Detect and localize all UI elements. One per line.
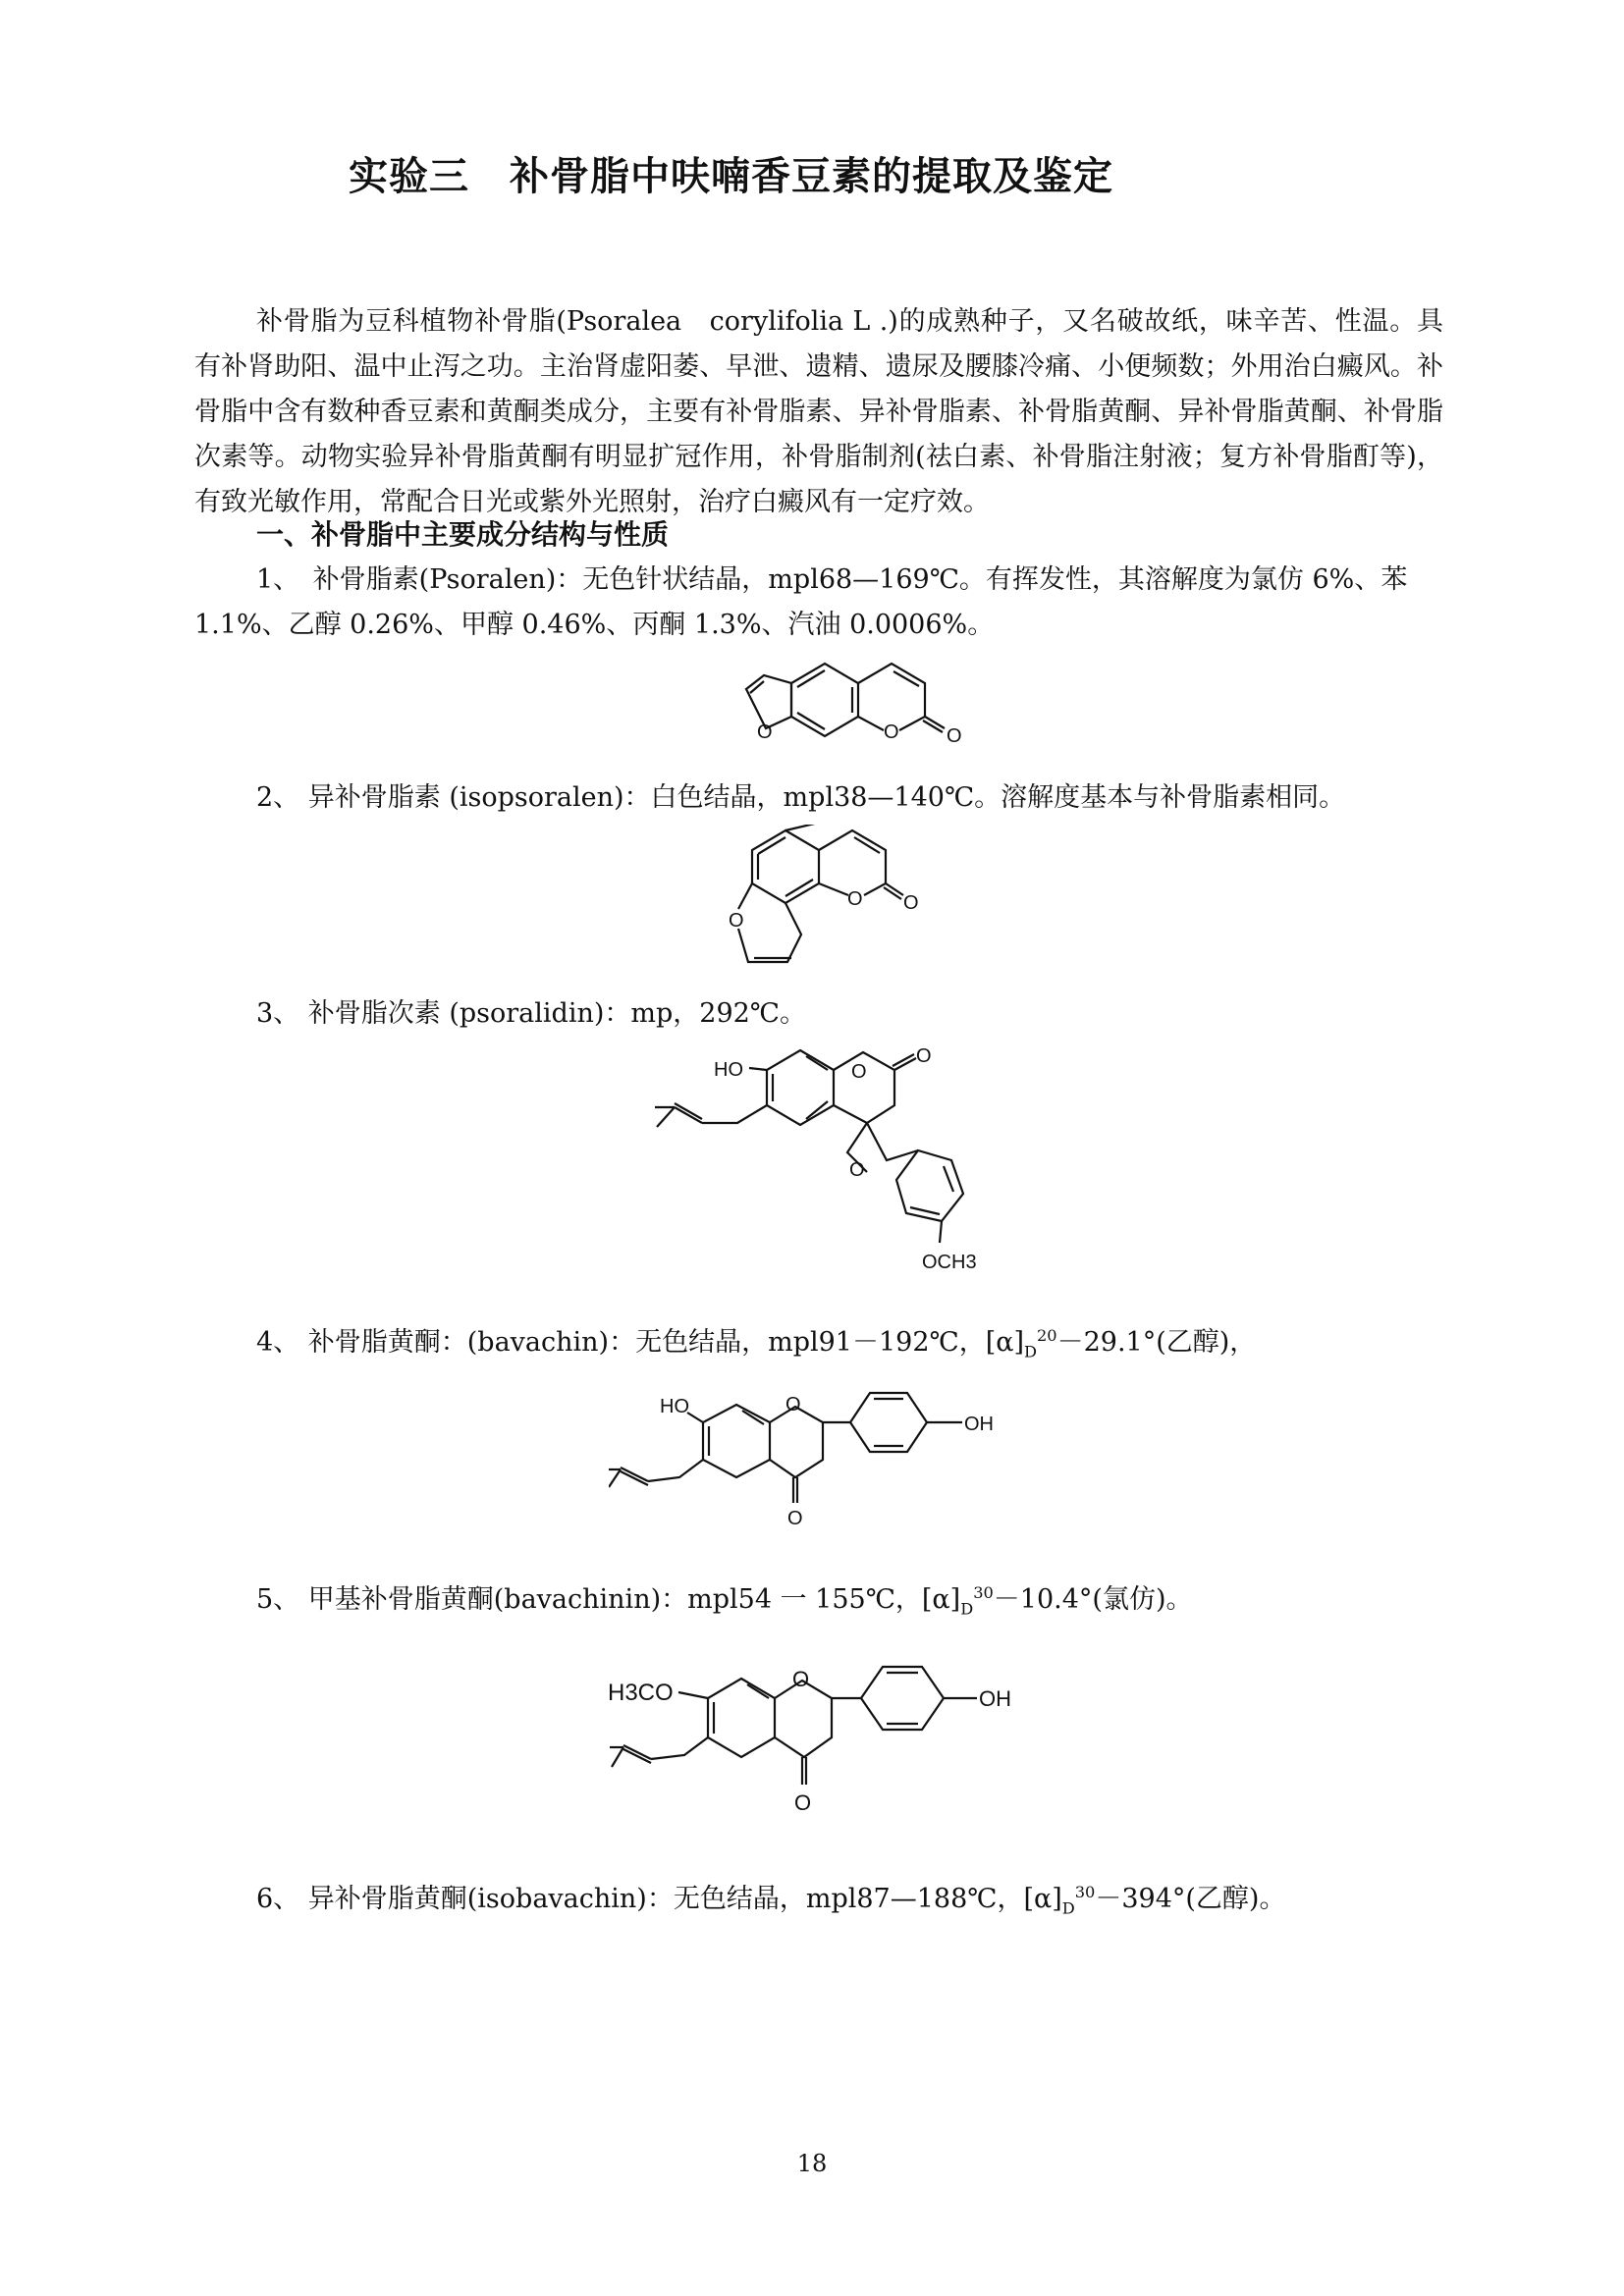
psoralen-o3: O (947, 725, 962, 747)
isopsoralen-o2: O (903, 892, 919, 914)
item-5-text: 5、 甲基补骨脂黄酮(bavachinin)：mpl54 一 155℃，[α] (256, 1584, 961, 1615)
bavachinin-o2: O (794, 1790, 812, 1815)
item-5-sub: D (960, 1599, 974, 1619)
isopsoralen-structure (717, 825, 982, 991)
psoralidin-structure (653, 1041, 1065, 1276)
bavachin-o1: O (785, 1394, 801, 1415)
item-4 (256, 1313, 1256, 1374)
intro-text: 补骨脂为豆科植物补骨脂(Psoralea corylifolia L .)的成熟种子，又名破故纸，味辛苦、性温。具有补肾助阳、温中止泻之功。主治肾虚阳萎、早泄、遗精、遗尿及腰膝冷痛、小便频数；外用治白癜风。补骨脂中含有数种香豆素和黄酮类成分，主要有补骨脂素、异补骨脂素、补骨脂黄酮、异补骨脂黄酮、补骨脂次素等。动物实验异补骨脂黄酮有明显扩冠作用，补骨脂制剂(祛白素、补骨脂注射液；复方补骨脂酊等)，有致光敏作用，常配合日光或紫外光照射，治疗白癜风有一定疗效。 (194, 306, 1443, 517)
bavachinin-h3co: H3CO (608, 1680, 674, 1706)
bavachin-ho: HO (660, 1396, 689, 1417)
item-5-tail: －10.4°(氯仿)。 (993, 1584, 1193, 1615)
bavachinin-structure (604, 1649, 1105, 1826)
bavachin-o2: O (787, 1508, 803, 1526)
isopsoralen-o1: O (847, 888, 863, 910)
item-3: 3、 补骨脂次素 (psoralidin)：mp，292℃。 (256, 998, 807, 1029)
item-6-sub: D (1061, 1898, 1075, 1918)
psoralen-o2: O (884, 721, 899, 743)
bavachin-oh: OH (964, 1414, 994, 1435)
item-4-sub: D (1024, 1342, 1037, 1362)
bavachin-structure (609, 1379, 1090, 1526)
section-heading: 一、补骨脂中主要成分结构与性质 (256, 518, 670, 551)
item-4-text: 4、 补骨脂黄酮：(bavachin)：无色结晶，mpl91－192℃，[α] (256, 1327, 1025, 1358)
psoralidin-ho: HO (714, 1059, 743, 1081)
bavachinin-o1: O (792, 1667, 810, 1691)
psoralen-structure (727, 658, 1051, 766)
psoralidin-o1: O (849, 1159, 865, 1181)
intro-paragraph (194, 299, 1443, 525)
item-2: 2、 异补骨脂素 (isopsoralen)：白色结晶，mpl38—140℃。溶解度基本与补骨脂素相同。 (256, 782, 1346, 813)
item-4-tail: －29.1°(乙醇)， (1056, 1327, 1257, 1358)
item-5-sup: 30 (973, 1583, 994, 1602)
page-number: 18 (796, 2150, 828, 2177)
item-6 (256, 1870, 1285, 1931)
item-4-sup: 20 (1037, 1326, 1057, 1345)
item-6-tail: －394°(乙醇)。 (1095, 1884, 1286, 1914)
item-6-text: 6、 异补骨脂黄酮(isobavachin)：无色结晶，mpl87—188℃，[α] (256, 1884, 1062, 1914)
isopsoralen-o3: O (729, 910, 744, 932)
item-6-sup: 30 (1074, 1883, 1096, 1901)
page-title: 实验三 补骨脂中呋喃香豆素的提取及鉴定 (349, 154, 1113, 199)
psoralidin-o2: O (851, 1061, 867, 1083)
psoralidin-o3: O (916, 1045, 932, 1067)
item-1: 1、 补骨脂素(Psoralen)：无色针状结晶，mpl68—169℃。有挥发性，其溶解度为氯仿 6%、苯 1.1%、乙醇 0.26%、甲醇 0.46%、丙酮 1.3%、汽油 0.0006%。 (194, 564, 1408, 640)
psoralen-o1: O (757, 721, 773, 743)
item-5 (256, 1571, 1192, 1631)
psoralidin-och3: OCH3 (922, 1252, 977, 1273)
bavachinin-oh: OH (979, 1686, 1011, 1711)
